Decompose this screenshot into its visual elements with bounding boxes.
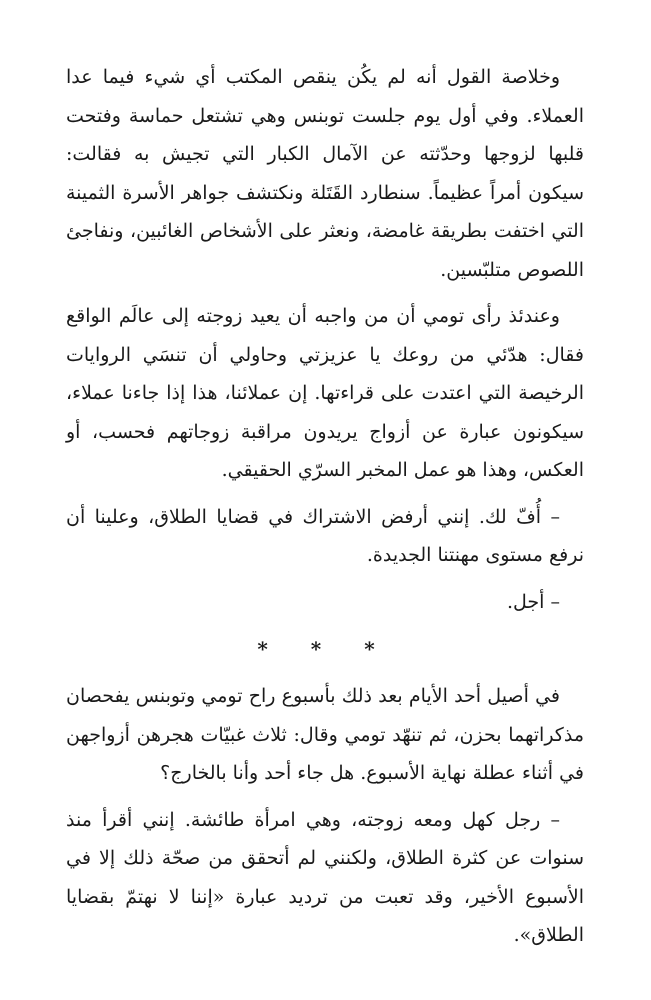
paragraph-dialogue-yes: – أجل. <box>507 590 560 613</box>
section-separator: * * * <box>257 637 393 661</box>
paragraph-week-later: في أصيل أحد الأيام بعد ذلك بأسبوع راح تومي وتوبنس يفحصان مذكراتهما بحزن، ثم تنهّد تومي وقال: ثلاث غبيّات هجرهن أزواجهن في أثناء عطلة نهاية الأسبوع. هل جاء أحد وأنا بالخارج؟ <box>66 685 584 784</box>
paragraph-dialogue-divorce: – رجل كهل ومعه زوجته، وهي امرأة طائشة. إنني أقرأ منذ سنوات عن كثرة الطلاق، ولكنني لم أتحقق من صحّة ذلك إلا في الأسبوع الأخير، وقد تعبت من ترديد عبارة «إننا لا نهتمّ بقضايا الطلاق». <box>66 808 584 946</box>
paragraph-tommy-reply: وعندئذ رأى تومي أن من واجبه أن يعيد زوجته إلى عالَم الواقع فقال: هدّئي من روعك يا عزيزتي وحاولي أن تنسَي الروايات الرخيصة التي اعتدت على قراءتها. إن عملائنا، هذا إذا جاءنا عملاء، سيكونون عبارة عن أزواج يريدون مراقبة زوجاتهم فحسب، أو العكس، وهذا هو عمل المخبر السرّي الحقيقي. <box>66 305 584 481</box>
paragraph-summary: وخلاصة القول أنه لم يكُن ينقص المكتب أي شيء فيما عدا العملاء. وفي أول يوم جلست توبنس وهي تشتعل حماسة وفتحت قلبها لزوجها وحدّثته عن الآمال الكبار التي تجيش به فقالت: سيكون أمراً عظيماً. سنطارد القَتَلة ونكتشف جواهر الأسرة الثمينة التي اختفت بطريقة غامضة، ونعثر على الأشخاص الغائبين، ونفاجئ اللصوص متلبّسين. <box>66 66 584 281</box>
book-page <box>66 58 584 961</box>
paragraph-dialogue-refusal: – أُفّ لك. إنني أرفض الاشتراك في قضايا الطلاق، وعلينا أن نرفع مستوى مهنتنا الجديدة. <box>66 505 584 566</box>
